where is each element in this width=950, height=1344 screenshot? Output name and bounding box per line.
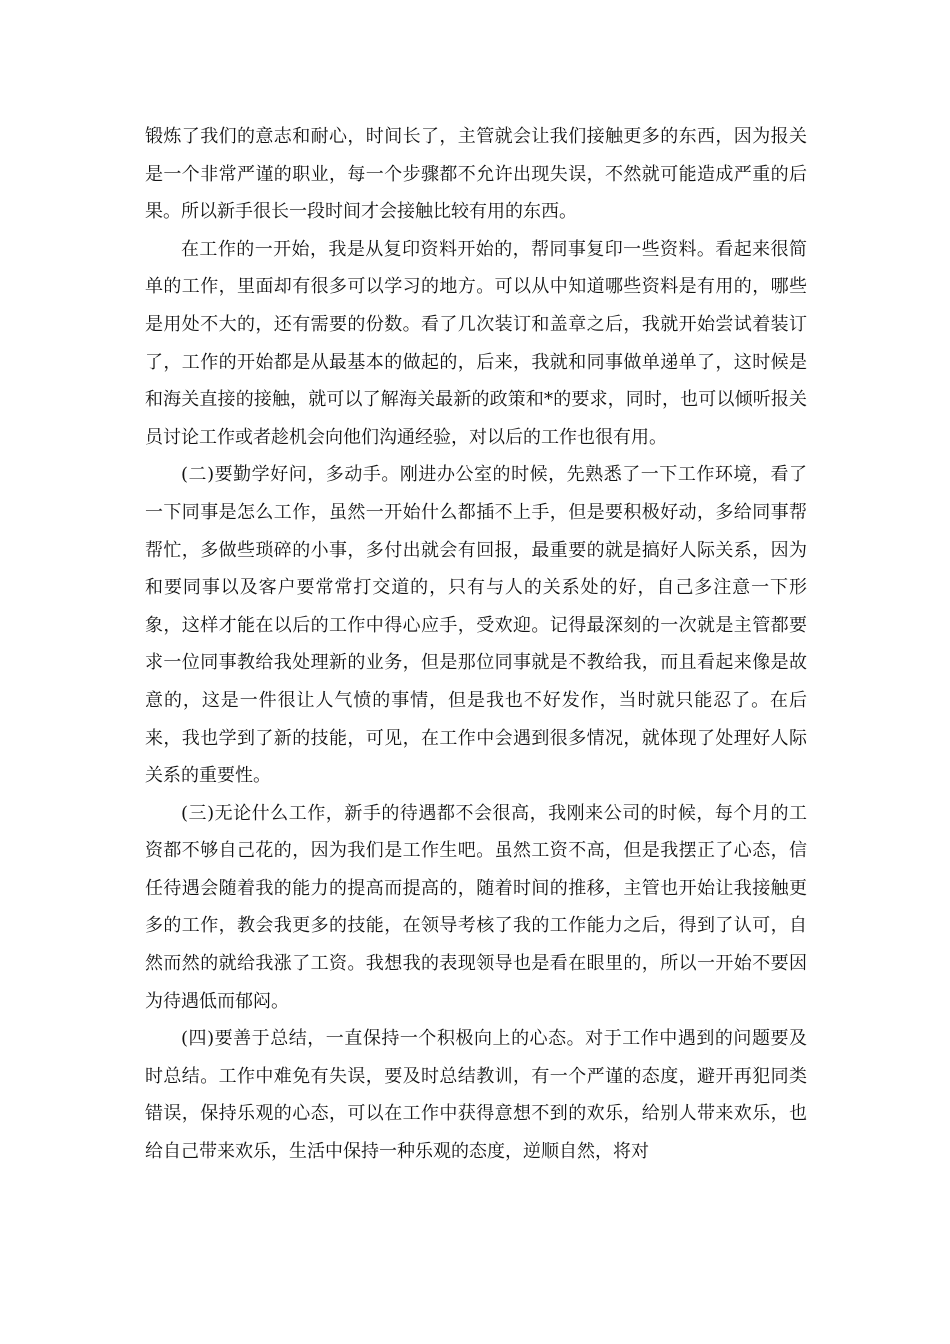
paragraph-photocopy-work: 在工作的一开始，我是从复印资料开始的，帮同事复印一些资料。看起来很简单的工作，里面却有很多可以学习的地方。可以从中知道哪些资料是有用的，哪些是用处不大的，还有需要的份数。看了几次装订和盖章之后，我就开始尝试着装订了，工作的开始都是从最基本的做起的，后来，我就和同事做单递单了，这时候是和海关直接的接触，就可以了解海关最新的政策和*的要求，同时，也可以倾听报关员讨论工作或者趁机会向他们沟通经验，对以后的工作也很有用。: [145, 238, 807, 448]
paragraph-continued: 锻炼了我们的意志和耐心，时间长了，主管就会让我们接触更多的东西，因为报关是一个非常严谨的职业，每一个步骤都不允许出现失误，不然就可能造成严重的后果。所以新手很长一段时间才会接触比较有用的东西。: [145, 126, 807, 223]
document-body: [145, 118, 807, 1171]
paragraph-section-three: (三)无论什么工作，新手的待遇都不会很高，我刚来公司的时候，每个月的工资都不够自己花的，因为我们是工作生吧。虽然工资不高，但是我摆正了心态，信任待遇会随着我的能力的提高而提高的，随着时间的推移，主管也开始让我接触更多的工作，教会我更多的技能，在领导考核了我的工作能力之后，得到了认可，自然而然的就给我涨了工资。我想我的表现领导也是看在眼里的，所以一开始不要因为待遇低而郁闷。: [145, 802, 807, 1012]
paragraph-section-two: (二)要勤学好问，多动手。刚进办公室的时候，先熟悉了一下工作环境，看了一下同事是怎么工作，虽然一开始什么都插不上手，但是要积极好动，多给同事帮帮忙，多做些琐碎的小事，多付出就会有回报，最重要的就是搞好人际关系，因为和要同事以及客户要常常打交道的，只有与人的关系处的好，自己多注意一下形象，这样才能在以后的工作中得心应手，受欢迎。记得最深刻的一次就是主管都要求一位同事教给我处理新的业务，但是那位同事就是不教给我，而且看起来像是故意的，这是一件很让人气愤的事情，但是我也不好发作，当时就只能忍了。在后来，我也学到了新的技能，可见，在工作中会遇到很多情况，就体现了处理好人际关系的重要性。: [145, 464, 807, 787]
paragraph-section-four: (四)要善于总结，一直保持一个积极向上的心态。对于工作中遇到的问题要及时总结。工作中难免有失误，要及时总结教训，有一个严谨的态度，避开再犯同类错误，保持乐观的心态，可以在工作中获得意想不到的欢乐，给别人带来欢乐，也给自己带来欢乐，生活中保持一种乐观的态度，逆顺自然，将对: [145, 1028, 807, 1163]
